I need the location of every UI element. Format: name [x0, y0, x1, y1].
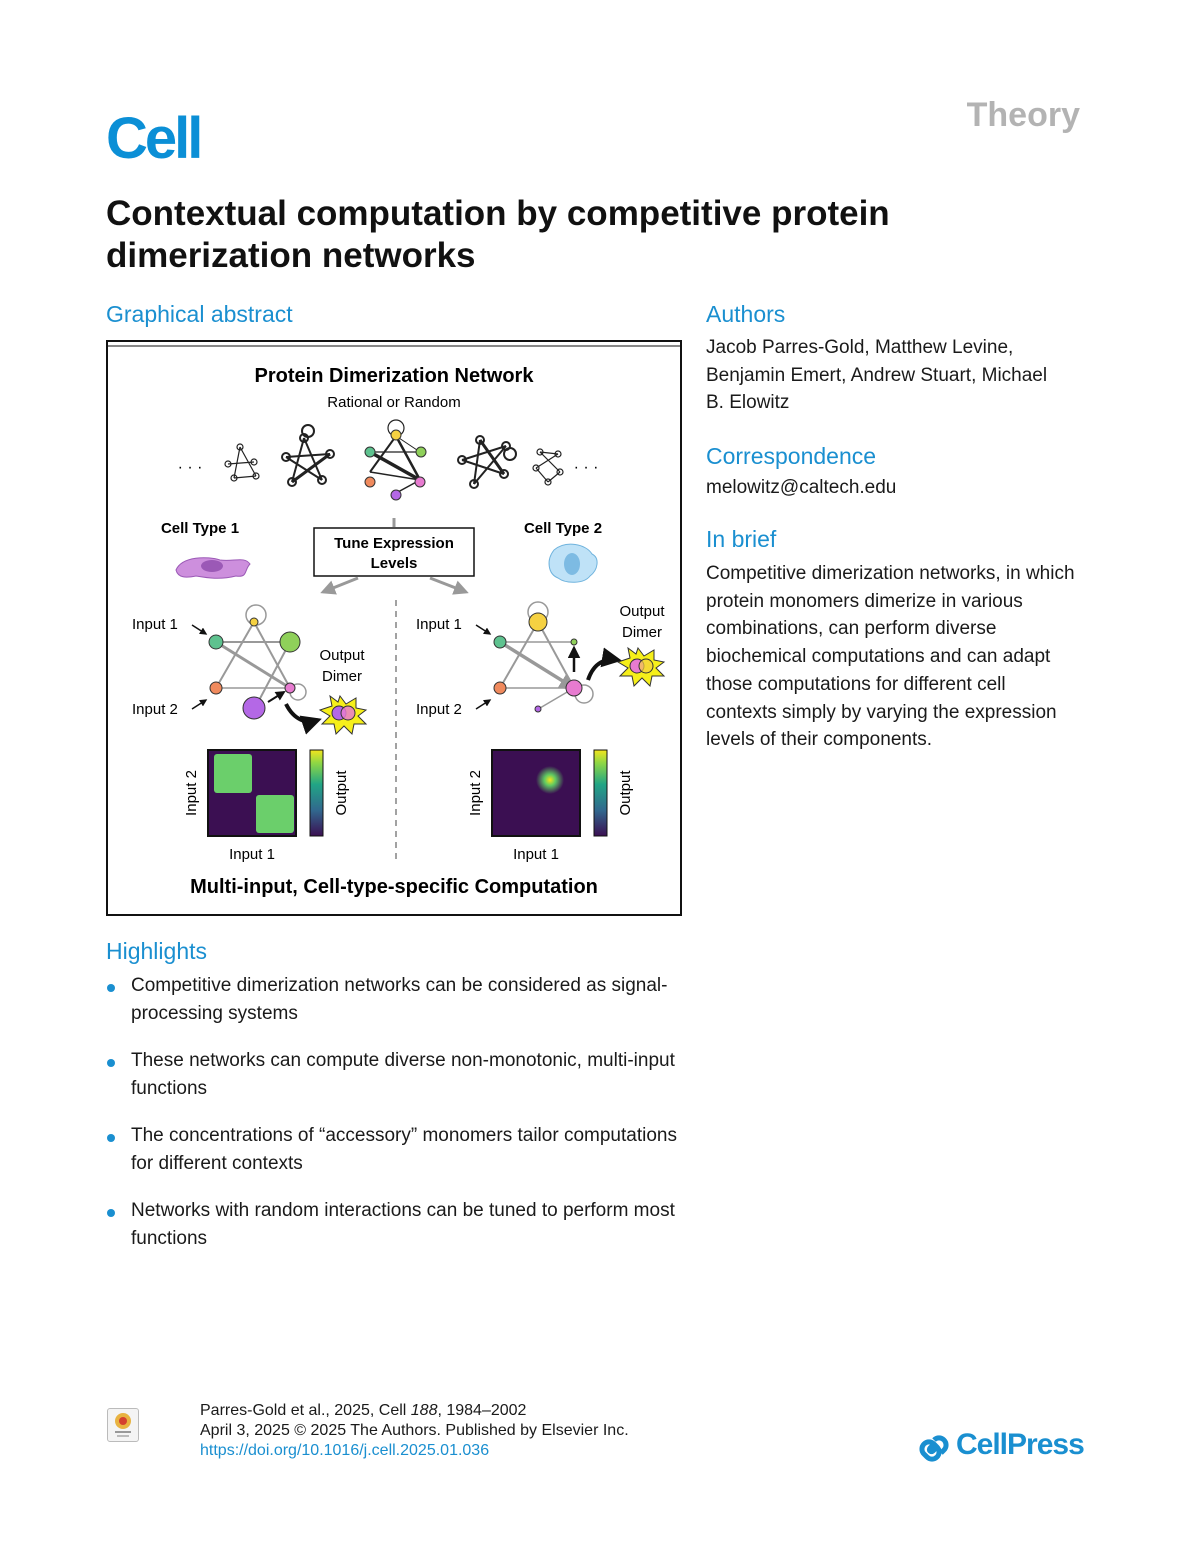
copyright-line: April 3, 2025 © 2025 The Authors. Published by Elsevier Inc. [200, 1422, 629, 1439]
cellpress-logo [918, 1428, 1084, 1462]
in-brief-heading: In brief [706, 526, 777, 552]
right-colorbar-label: Output [617, 770, 634, 816]
left-heatmap [208, 750, 296, 836]
in-brief-text: Competitive dimerization networks, in which protein monomers dimerize in various combinations, can perform diverse biochemical computations and can adapt those computations for different cell contexts simply by varying the expression levels of their components. [706, 563, 1075, 751]
doi-link[interactable]: https://doi.org/10.1016/j.cell.2025.01.036 [200, 1442, 490, 1459]
right-colorbar [594, 750, 607, 836]
highlight-item: These networks can compute diverse non-monotonic, multi-input functions [106, 1047, 686, 1103]
right-input-1-label: Input 1 [416, 616, 462, 633]
graphical-abstract-svg [108, 342, 680, 914]
right-input-2-label: Input 2 [416, 701, 462, 718]
cell-type-2-label: Cell Type 2 [523, 520, 603, 537]
tune-line-1: Tune Expression [334, 535, 454, 552]
highlight-item: The concentrations of “accessory” monomers tailor computations for different contexts [106, 1122, 686, 1178]
volume: 188 [410, 1402, 438, 1419]
left-network [209, 605, 306, 719]
citation-line: Parres-Gold et al., 2025, Cell 188, 1984–2002 [200, 1402, 527, 1419]
right-heatmap [492, 750, 580, 836]
right-output-line-2: Dimer [622, 624, 662, 641]
right-output-line-1: Output [619, 603, 665, 620]
left-output-line-2: Dimer [322, 668, 362, 685]
cell-type-2-icon [549, 544, 597, 582]
bullet-icon [107, 984, 115, 992]
left-colorbar-label: Output [333, 770, 350, 816]
ellipsis-right: · · · [573, 459, 599, 476]
left-heatmap-xlabel: Input 1 [229, 846, 275, 863]
correspondence-email[interactable]: melowitz@caltech.edu [706, 477, 897, 498]
article-type: Theory [966, 96, 1080, 134]
small-network-1 [225, 444, 259, 481]
highlights-list [106, 972, 686, 1272]
cellpress-text: CellPress [956, 1428, 1084, 1461]
authors-heading: Authors [706, 301, 786, 327]
right-heatmap-ylabel: Input 2 [467, 770, 484, 816]
main-network [365, 420, 426, 500]
abstract-subtitle: Rational or Random [327, 394, 461, 411]
tune-line-2: Levels [370, 555, 418, 572]
cell-type-1-icon [176, 558, 250, 579]
bullet-icon [107, 1059, 115, 1067]
left-output-dimer-burst [320, 696, 366, 734]
left-heatmap-ylabel: Input 2 [183, 770, 200, 816]
left-output-line-1: Output [319, 647, 365, 664]
cellpress-logo-icon [918, 1428, 952, 1462]
right-network [494, 602, 593, 712]
graphical-abstract-figure [106, 340, 682, 916]
bullet-icon [107, 1209, 115, 1217]
abstract-title: Protein Dimerization Network [254, 365, 534, 387]
correspondence-heading: Correspondence [706, 443, 877, 469]
abstract-bottom-title: Multi-input, Cell-type-specific Computation [190, 876, 598, 898]
small-network-2 [282, 425, 334, 486]
small-network-4 [533, 449, 563, 485]
left-input-2-label: Input 2 [132, 701, 178, 718]
left-input-1-label: Input 1 [132, 616, 178, 633]
cell-type-1-label: Cell Type 1 [160, 520, 240, 537]
small-network-3 [458, 436, 516, 488]
article-title: Contextual computation by competitive protein dimerization networks [106, 194, 890, 275]
authors-list: Jacob Parres-Gold, Matthew Levine, Benjamin Emert, Andrew Stuart, Michael B. Elowitz [706, 337, 1048, 414]
ellipsis-left: · · · [177, 459, 203, 476]
journal-logo: Cell [106, 106, 201, 171]
check-for-updates-icon[interactable] [107, 1408, 139, 1442]
graphical-abstract-heading: Graphical abstract [106, 301, 293, 327]
highlights-heading: Highlights [106, 938, 207, 964]
bullet-icon [107, 1134, 115, 1142]
left-colorbar [310, 750, 323, 836]
right-output-dimer-burst [618, 648, 664, 686]
right-heatmap-xlabel: Input 1 [513, 846, 559, 863]
highlight-item: Competitive dimerization networks can be considered as signal-processing systems [106, 972, 686, 1028]
highlight-item: Networks with random interactions can be tuned to perform most functions [106, 1197, 686, 1253]
